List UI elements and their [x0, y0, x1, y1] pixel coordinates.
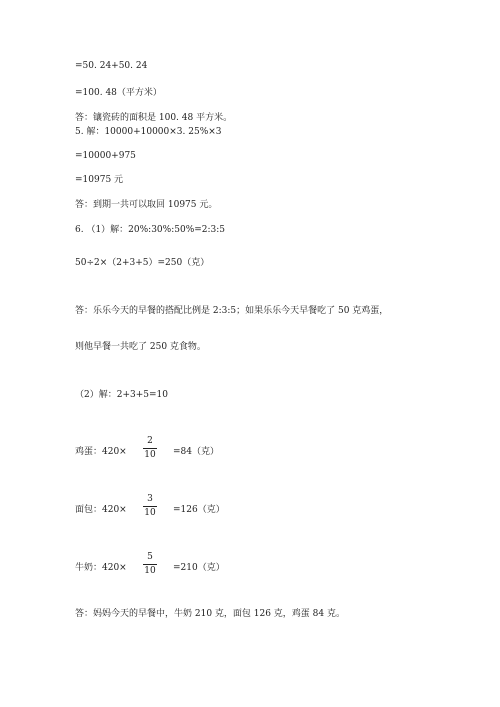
calc-label: 鸡蛋：420×	[75, 447, 127, 457]
answer-line: 答：到期一共可以取回 10975 元。	[75, 200, 218, 210]
answer-line-continued: 则他早餐一共吃了 250 克食物。	[75, 342, 206, 352]
fraction	[143, 494, 157, 519]
calc-label: 牛奶：420×	[75, 563, 127, 573]
fraction	[143, 436, 157, 461]
calc-result: =210（克）	[173, 563, 225, 573]
fraction-denominator: 10	[144, 566, 156, 576]
fraction	[143, 552, 157, 577]
fraction-denominator: 10	[144, 450, 156, 460]
problem-5-heading: 5. 解：10000+10000×3. 25%×3	[75, 127, 222, 137]
answer-line: 答：镶瓷砖的面积是 100. 48 平方米。	[75, 113, 233, 123]
problem-6-heading: 6. （1）解：20%:30%:50%=2:3:5	[75, 225, 226, 235]
fraction-numerator: 2	[143, 436, 157, 449]
step-line: =50. 24+50. 24	[75, 61, 148, 71]
fraction-numerator: 3	[143, 494, 157, 507]
step-line: 50÷2×（2+3+5）=250（克）	[75, 258, 210, 268]
step-line: =10000+975	[75, 151, 136, 161]
fraction-denominator: 10	[144, 508, 156, 518]
answer-line: 答：妈妈今天的早餐中，牛奶 210 克，面包 126 克，鸡蛋 84 克。	[75, 609, 345, 619]
calc-label: 面包：420×	[75, 505, 127, 515]
answer-line: 答：乐乐今天的早餐的搭配比例是 2:3:5；如果乐乐今天早餐吃了 50 克鸡蛋，	[75, 306, 389, 316]
calc-result: =126（克）	[173, 505, 225, 515]
problem-6-part-2-heading: （2）解：2+3+5=10	[75, 390, 168, 400]
calc-result: =84（克）	[173, 447, 219, 457]
step-line: =100. 48（平方米）	[75, 88, 162, 98]
step-line: =10975 元	[75, 175, 124, 185]
fraction-numerator: 5	[143, 552, 157, 565]
